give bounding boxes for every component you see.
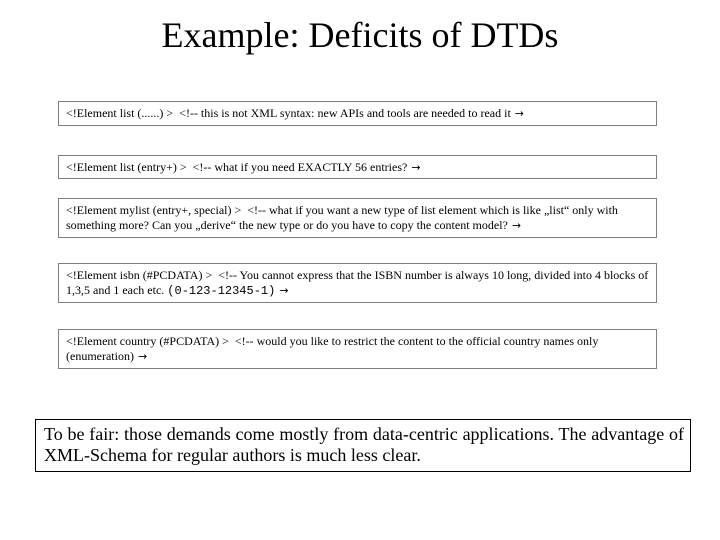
- right-arrow-icon: →: [514, 107, 524, 120]
- dtd-example-isbn: [58, 263, 657, 303]
- dtd-example-list-count: [58, 155, 657, 179]
- right-arrow-icon: →: [411, 161, 421, 174]
- summary-note: [35, 419, 691, 472]
- right-arrow-icon: →: [511, 219, 522, 232]
- dtd-example-text: <!Element country (#PCDATA) > <!-- would you like to restrict the content to the official country names only (enumeration): [66, 334, 602, 363]
- dtd-example-text: <!Element list (......) > <!-- this is not XML syntax: new APIs and tools are needed to read it: [66, 106, 511, 120]
- right-arrow-icon: →: [279, 284, 289, 297]
- dtd-example-country: [58, 329, 657, 369]
- dtd-example-list-syntax: [58, 101, 657, 126]
- right-arrow-icon: →: [137, 350, 148, 363]
- isbn-code-sample: (0-123-12345-1): [167, 284, 276, 298]
- dtd-example-text: <!Element mylist (entry+, special) > <!-- what if you want a new type of list element which is like „list“ only with something more? Can you „derive“ the new type or do you have to copy the content model?: [66, 203, 621, 232]
- dtd-example-mylist-derive: [58, 198, 657, 238]
- dtd-example-text: <!Element list (entry+) > <!-- what if you need EXACTLY 56 entries?: [66, 160, 408, 174]
- dtd-example-text: <!Element isbn (#PCDATA) > <!-- You cannot express that the ISBN number is always 10 long, divided into 4 blocks of 1,3,5 and 1 each etc.: [66, 268, 652, 297]
- summary-note-text: To be fair: those demands come mostly from data-centric applications. The advantage of XML-Schema for regular authors is much less clear.: [44, 424, 684, 465]
- slide-title: Example: Deficits of DTDs: [161, 15, 559, 55]
